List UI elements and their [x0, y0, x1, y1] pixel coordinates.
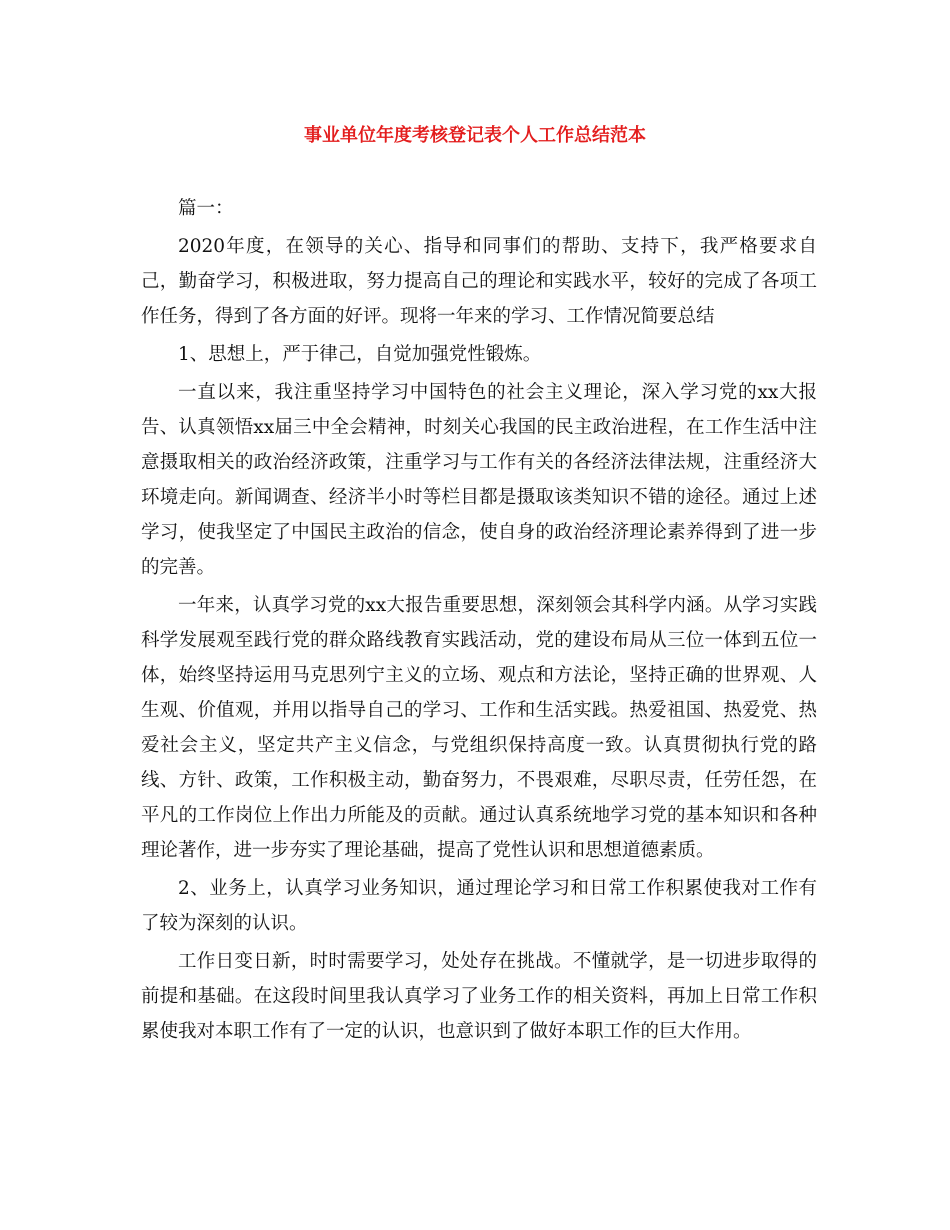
subsection-heading: 2、业务上，认真学习业务知识，通过理论学习和日常工作积累使我对工作有了较为深刻的认识。	[141, 878, 817, 934]
paragraph: 一年来，认真学习党的xx大报告重要思想，深刻领会其科学内涵。从学习实践科学发展观至践行党的群众路线教育实践活动，党的建设布局从三位一体到五位一体，始终坚持运用马克思列宁主义的立场、观点和方法论，坚持正确的世界观、人生观、价值观，并用以指导自己的学习、工作和生活实践。热爱祖国、热爱党、热爱社会主义，坚定共产主义信念，与党组织保持高度一致。认真贯彻执行党的路线、方针、政策，工作积极主动，勤奋努力，不畏艰难，尽职尽责，任劳任怨，在平凡的工作岗位上作出力所能及的贡献。通过认真系统地学习党的基本知识和各种理论著作，进一步夯实了理论基础，提高了党性认识和思想道德素质。	[141, 595, 817, 861]
paragraph: 工作日变日新，时时需要学习，处处存在挑战。不懂就学，是一切进步取得的前提和基础。在这段时间里我认真学习了业务工作的相关资料，再加上日常工作积累使我对本职工作有了一定的认识，也意识到了做好本职工作的巨大作用。	[141, 951, 817, 1042]
section-heading: 篇一：	[178, 198, 234, 219]
subsection-heading: 1、思想上，严于律己，自觉加强党性锻炼。	[178, 344, 542, 365]
paragraph: 2020年度，在领导的关心、指导和同事们的帮助、支持下，我严格要求自己，勤奋学习，积极进取，努力提高自己的理论和实践水平，较好的完成了各项工作任务，得到了各方面的好评。现将一年来的学习、工作情况简要总结	[141, 236, 817, 327]
document-body	[141, 191, 817, 1052]
paragraph: 一直以来，我注重坚持学习中国特色的社会主义理论，深入学习党的xx大报告、认真领悟xx届三中全会精神，时刻关心我国的民主政治进程，在工作生活中注意摄取相关的政治经济政策，注重学习与工作有关的各经济法律法规，注重经济大环境走向。新闻调查、经济半小时等栏目都是摄取该类知识不错的途径。通过上述学习，使我坚定了中国民主政治的信念，使自身的政治经济理论素养得到了进一步的完善。	[141, 382, 817, 578]
document-title: 事业单位年度考核登记表个人工作总结范本	[304, 125, 646, 146]
